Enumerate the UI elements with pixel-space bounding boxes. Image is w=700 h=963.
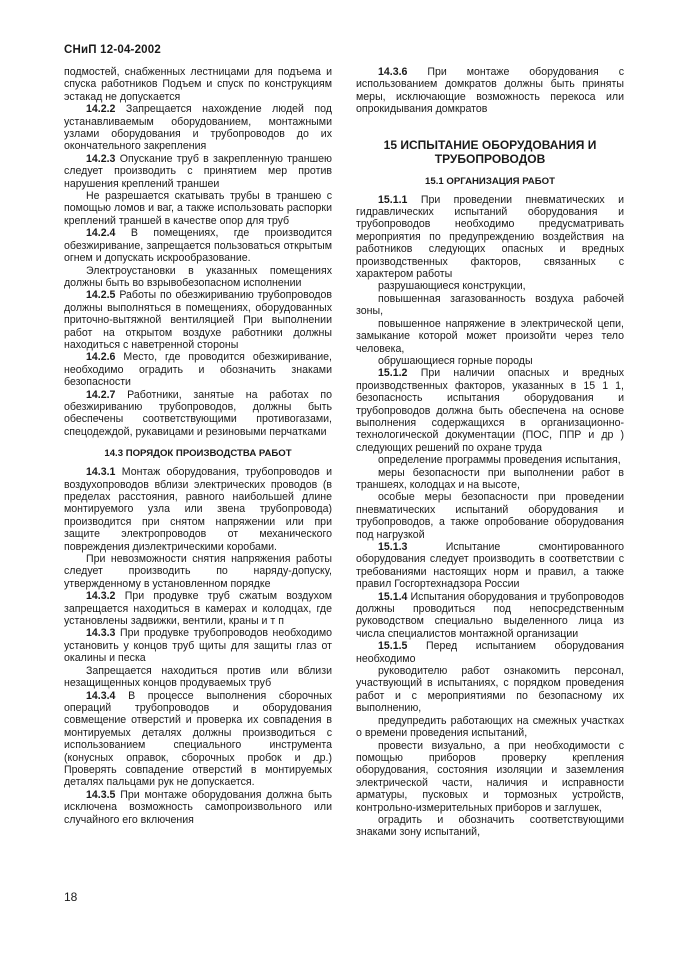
paragraph-text: При проведении пневматических и гидравлических испытаний оборудования и трубопроводов необходимо предусматривать мероприятия по предупреждению воздействия на работников следующих опасных и вредных производственных факторов, связанных с характером работы bbox=[356, 193, 624, 281]
paragraph bbox=[64, 627, 332, 664]
paragraph-text: провести визуально, а при необходимости с помощью приборов проверку крепления оборудования, состояния изоляции и заземления электрической части, наличия и исправности арматуры, пусковых и тормозных устройств, контрольно-измерительных приборов и заглушек, bbox=[356, 739, 624, 814]
paragraph-text: обрушающиеся горные породы bbox=[378, 354, 533, 367]
paragraph bbox=[64, 789, 332, 826]
clause-number: 14.2.5 bbox=[86, 289, 116, 302]
paragraph-text: Испытания оборудования и трубопроводов должны проводиться под непосредственным руководством специально выделенного лица из числа специалистов монтажной организации bbox=[356, 590, 624, 640]
paragraph bbox=[356, 293, 624, 318]
paragraph-text: При монтаже оборудования с использованием домкратов должны быть приняты меры, исключающие возможность перекоса или опрокидывания домкратов bbox=[356, 66, 624, 116]
paragraph-text: Запрещается нахождение людей под устанавливаемым оборудованием, монтажными узлами оборудования и трубопроводов до их окончательного закрепления bbox=[64, 103, 332, 153]
paragraph bbox=[64, 590, 332, 627]
paragraph bbox=[356, 355, 624, 367]
paragraph-text: Испытание смонтированного оборудования следует производить в соответствии с требованиями настоящих норм и правил, а также правил Госгортехнадзора России bbox=[356, 541, 624, 591]
paragraph-text: особые меры безопасности при проведении пневматических испытаний оборудования и трубопроводов, а также опробование оборудования под нагрузкой bbox=[356, 491, 624, 541]
left-column bbox=[64, 66, 332, 826]
section-heading: 15 ИСПЫТАНИЕ ОБОРУДОВАНИЯ И ТРУБОПРОВОДОВ bbox=[383, 137, 597, 166]
paragraph-text: В процессе выполнения сборочных операций трубопроводов и оборудования совмещение отверстий и проверка их совпадения в монтируемых деталях должны производиться с использованием специального инструмента (конусных оправок, сборочных пробок и др.) Проверять совпадение отверстий в монтируемых деталях пальцами рук не допускается. bbox=[64, 689, 332, 789]
paragraph bbox=[356, 467, 624, 492]
paragraph-text: разрушающиеся конструкции, bbox=[378, 280, 526, 293]
paragraph bbox=[356, 591, 624, 641]
paragraph bbox=[64, 289, 332, 351]
paragraph-text: предупредить работающих на смежных участках о времени проведения испытаний, bbox=[356, 714, 624, 740]
paragraph bbox=[356, 715, 624, 740]
paragraph bbox=[356, 194, 624, 281]
paragraph-text: Опускание труб в закрепленную траншею следует производить с принятием мер против нарушения креплений траншеи bbox=[64, 152, 332, 190]
paragraph-text: Работники, занятые на работах по обезжириванию трубопроводов, должны быть обеспечены соответствующими противогазами, спецодеждой, рукавицами и резиновыми перчатками bbox=[64, 388, 332, 438]
paragraph bbox=[356, 280, 624, 292]
clause-number: 14.3.5 bbox=[86, 788, 116, 801]
paragraph-text: повышенное напряжение в электрической цепи, замыкание которой может произойти через тело человека, bbox=[356, 317, 624, 355]
paragraph-text: Перед испытанием оборудования необходимо bbox=[356, 640, 624, 665]
subsection-heading: 14.3 ПОРЯДОК ПРОИЗВОДСТВА РАБОТ bbox=[104, 448, 292, 460]
subsection-heading: 15.1 ОРГАНИЗАЦИЯ РАБОТ bbox=[425, 175, 555, 187]
clause-number: 14.2.3 bbox=[86, 152, 116, 165]
paragraph-text: подмостей, снабженных лестницами для подъема и спуска работников Подъем и спуск по конструкциям эстакад не допускается bbox=[64, 66, 332, 103]
paragraph bbox=[64, 227, 332, 264]
paragraph bbox=[356, 318, 624, 355]
clause-number: 15.1.1 bbox=[378, 193, 408, 206]
clause-number: 15.1.2 bbox=[378, 367, 408, 380]
clause-number: 14.3.1 bbox=[86, 466, 116, 479]
right-column bbox=[356, 66, 624, 839]
paragraph bbox=[356, 665, 624, 715]
paragraph-text: При наличии опасных и вредных производственных факторов, указанных в 15 1 1, безопасность испытания оборудования и трубопроводов должна быть обеспечена на основе выполнения содержащихся в организационно-технологической документации (ПОС, ППР и др ) следующих решений по охране труда bbox=[356, 367, 624, 454]
clause-number: 14.3.3 bbox=[86, 627, 116, 640]
paragraph bbox=[64, 265, 332, 290]
page-number: 18 bbox=[64, 890, 78, 904]
clause-number: 14.2.6 bbox=[86, 351, 116, 364]
paragraph bbox=[64, 153, 332, 190]
paragraph-text: определение программы проведения испытания, bbox=[378, 454, 621, 467]
paragraph bbox=[64, 190, 332, 227]
clause-number: 15.1.4 bbox=[378, 590, 408, 603]
paragraph-text: Электроустановки в указанных помещениях должны быть во взрывобезопасном исполнении bbox=[64, 264, 332, 289]
paragraph-text: Монтаж оборудования, трубопроводов и воздухопроводов вблизи электрических проводов (в пределах расстояния, равного наибольшей длине монтируемого узла или звена трубопровода) производится при снятом напряжении или при защите электропроводов от механического повреждения диэлектрическими коробами. bbox=[64, 466, 332, 553]
paragraph-text: Не разрешается скатывать трубы в траншею с помощью ломов и ваг, а также использовать распорки креплений траншей в качестве опор для труб bbox=[64, 190, 332, 227]
paragraph-text: При продувке труб сжатым воздухом запрещается находиться в камерах и колодцах, где установлены задвижки, вентили, краны и т п bbox=[64, 590, 332, 628]
paragraph-text: оградить и обозначить соответствующими знаками зону испытаний, bbox=[356, 813, 624, 839]
paragraph bbox=[356, 541, 624, 591]
paragraph-text: повышенная загазованность воздуха рабочей зоны, bbox=[356, 292, 624, 318]
paragraph bbox=[356, 454, 624, 466]
clause-number: 15.1.3 bbox=[378, 541, 408, 553]
paragraph bbox=[64, 553, 332, 590]
clause-number: 14.3.6 bbox=[378, 66, 408, 78]
paragraph bbox=[356, 66, 624, 116]
paragraph-text: В помещениях, где производится обезжиривание, запрещается пользоваться открытым огнем и допускать искрообразование. bbox=[64, 227, 332, 265]
paragraph-text: Место, где проводится обезжиривание, необходимо оградить и обозначить знаками безопасности bbox=[64, 351, 332, 389]
paragraph bbox=[356, 740, 624, 814]
paragraph bbox=[64, 466, 332, 553]
paragraph bbox=[64, 351, 332, 388]
paragraph-text: Работы по обезжириванию трубопроводов должны выполняться в помещениях, оборудованных приточно-вытяжной вентиляцией При выполнении работ на открытом воздухе работники должны находиться с наветренной стороны bbox=[64, 289, 332, 351]
paragraph-text: При монтаже оборудования должна быть исключена возможность самопроизвольного или случайного его включения bbox=[64, 788, 332, 826]
paragraph bbox=[64, 66, 332, 103]
paragraph bbox=[356, 814, 624, 839]
paragraph bbox=[356, 640, 624, 665]
paragraph bbox=[64, 103, 332, 153]
paragraph bbox=[356, 367, 624, 454]
paragraph bbox=[64, 665, 332, 690]
clause-number: 14.3.4 bbox=[86, 689, 116, 702]
paragraph-text: меры безопасности при выполнении работ в траншеях, колодцах и на высоте, bbox=[356, 466, 624, 491]
clause-number: 14.2.4 bbox=[86, 227, 116, 240]
clause-number: 14.3.2 bbox=[86, 590, 116, 603]
paragraph bbox=[64, 690, 332, 789]
paragraph-text: При продувке трубопроводов необходимо установить у концов труб щиты для защиты глаз от окалины и песка bbox=[64, 627, 332, 665]
clause-number: 15.1.5 bbox=[378, 640, 408, 653]
document-header: СНиП 12-04-2002 bbox=[64, 44, 161, 56]
paragraph bbox=[64, 389, 332, 439]
paragraph-text: При невозможности снятия напряжения работы следует производить по наряду-допуску, утвержденному в установленном порядке bbox=[64, 553, 332, 590]
paragraph-text: Запрещается находиться против или вблизи незащищенных концов продуваемых труб bbox=[64, 664, 332, 690]
clause-number: 14.2.7 bbox=[86, 388, 116, 401]
clause-number: 14.2.2 bbox=[86, 103, 116, 116]
paragraph-text: руководителю работ ознакомить персонал, участвующий в испытаниях, с порядком проведения работ и с мероприятиями по безопасному их выполнению, bbox=[356, 665, 624, 715]
paragraph bbox=[356, 491, 624, 541]
